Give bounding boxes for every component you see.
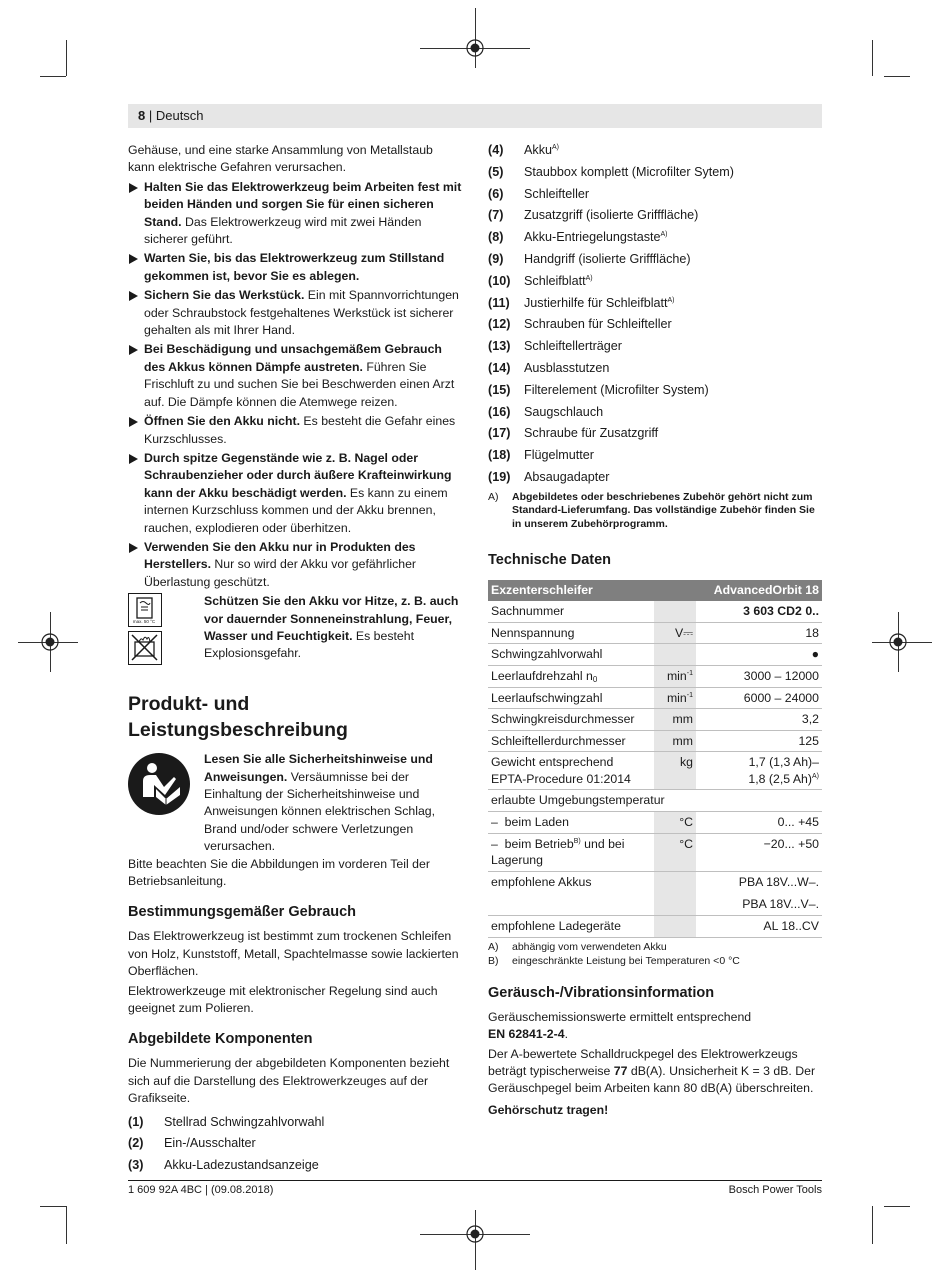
spec-unit-text: min	[666, 690, 687, 705]
component-label-text: Akku-Ladezustandsanzeige	[164, 1158, 319, 1173]
spec-value	[696, 709, 822, 731]
safety-bullet	[128, 179, 462, 249]
table-row	[488, 871, 822, 892]
intended-use-paragraph: Das Elektrowerkzeug ist bestimmt zum trockenen Schleifen von Holz, Kunststoff, Metall, Spachtelmasse sowie lackierten Oberflächen.	[128, 929, 459, 979]
heat-warning-bold: Schützen Sie den Akku vor Hitze, z. B. auch vor dauernder Sonneneinstrahlung, Feuer, Wasser und Feuchtigkeit.	[204, 594, 459, 643]
component-number: (6)	[488, 186, 504, 201]
spec-label-text: Leerlaufdrehzahl n	[491, 668, 593, 683]
component-label	[524, 186, 589, 203]
spec-label	[488, 833, 654, 871]
spec-value: AL 18..CV	[696, 916, 822, 938]
spec-label: empfohlene Ladegeräte	[488, 916, 654, 938]
table-note-key: A)	[488, 940, 499, 953]
no-water-fire-icon	[128, 631, 162, 665]
component-number: (7)	[488, 208, 504, 223]
bullet-triangle-icon	[129, 454, 138, 464]
component-item	[488, 295, 822, 312]
table-note	[488, 955, 822, 969]
bullet-bold: Öffnen Sie den Akku nicht.	[144, 414, 301, 429]
component-number: (11)	[488, 295, 510, 310]
spec-value	[696, 622, 822, 644]
components-heading: Abgebildete Komponenten	[128, 1031, 313, 1048]
spec-value: −20... +50	[696, 833, 822, 871]
component-list	[128, 1114, 462, 1175]
component-item	[488, 469, 822, 486]
table-note	[488, 941, 822, 955]
spec-label-text: Leerlaufschwingzahl	[491, 690, 603, 705]
component-label	[524, 404, 603, 421]
component-footnote-ref: A)	[667, 296, 675, 304]
noise-period: .	[564, 1027, 568, 1042]
crop-mark	[66, 40, 67, 76]
spec-label-text: Gewicht entsprechend EPTA-Procedure 01:2014	[491, 755, 631, 786]
component-label	[524, 338, 622, 355]
bullet-text: Es kann zu einem internen Kurzschluss kommen und der Akku brennen, rauchen, explodieren oder überhitzen.	[144, 485, 448, 535]
warning-icons	[128, 593, 166, 669]
component-footnote-ref: A)	[585, 274, 593, 282]
bullet-triangle-icon	[129, 345, 138, 355]
read-notice-text	[204, 751, 462, 855]
spec-label	[488, 752, 654, 790]
spec-label	[488, 709, 654, 731]
table-row	[488, 730, 822, 752]
component-label	[524, 360, 609, 377]
spec-label-text: und bei Lagerung	[491, 836, 628, 868]
table-row	[488, 665, 822, 687]
footer-brand: Bosch Power Tools	[728, 1184, 822, 1196]
component-label-text: Zusatzgriff (isolierte Grifffläche)	[524, 208, 699, 223]
table-row	[488, 601, 822, 623]
spec-unit	[654, 709, 696, 731]
component-number: (10)	[488, 273, 511, 288]
header-separator: |	[145, 108, 156, 123]
spec-value-text: 1,8 (2,5 Ah)	[748, 771, 812, 786]
noise-text-b: dB(A). Unsicherheit K = 3 dB. Der Geräuschpegel beim Arbeiten kann 80 dB(A) überschreiten.	[488, 1064, 816, 1096]
crop-mark	[40, 1206, 66, 1207]
table-header-model: AdvancedOrbit 18	[696, 580, 822, 601]
heat-sun-icon	[128, 593, 162, 627]
spec-unit-text: min	[666, 668, 687, 683]
spec-label: empfohlene Akkus	[491, 874, 592, 889]
component-item	[128, 1114, 462, 1131]
component-label-text: Staubbox komplett (Microfilter Sytem)	[524, 164, 734, 179]
bullet-triangle-icon	[129, 543, 138, 553]
spec-unit-text: mm	[672, 712, 693, 727]
tech-data-heading: Technische Daten	[488, 551, 612, 568]
component-item	[488, 142, 822, 159]
bullet-bold: Warten Sie, bis das Elektrowerkzeug zum Stillstand gekommen ist, bevor Sie es ablegen.	[144, 251, 445, 283]
spec-label	[488, 812, 654, 834]
component-label	[524, 251, 691, 268]
spec-value-text: 1,7 (1,3 Ah)–	[748, 755, 819, 770]
crop-mark	[66, 1206, 67, 1244]
table-header-label: Exzenterschleifer	[488, 580, 696, 601]
component-item	[488, 229, 822, 246]
section-title: Produkt- und Leistungsbeschreibung	[128, 693, 348, 742]
component-number: (14)	[488, 360, 511, 375]
spec-value-text: 3 603 CD2 0..	[743, 604, 819, 619]
spec-label-text: – beim Laden	[491, 815, 569, 830]
read-instructions-notice	[128, 751, 462, 855]
component-label	[524, 229, 668, 246]
read-manual-icon	[128, 753, 190, 815]
component-label	[524, 295, 675, 312]
table-row	[488, 833, 822, 871]
component-number: (4)	[488, 143, 504, 157]
noise-paragraph	[488, 1046, 822, 1098]
table-row	[488, 916, 822, 938]
spec-label	[488, 601, 654, 623]
component-label	[164, 1114, 324, 1131]
table-row	[488, 752, 822, 790]
bullet-bold: Sichern Sie das Werkstück.	[144, 288, 305, 303]
intro-text: Gehäuse, und eine starke Ansammlung von Metallstaub kann elektrische Gefahren verursachen.	[128, 143, 433, 175]
spec-unit	[654, 871, 696, 892]
component-label-text: Handgriff (isolierte Grifffläche)	[524, 251, 691, 266]
page-header	[128, 104, 822, 128]
bullet-bold: Verwenden Sie den Akku nur in Produkten des Herstellers.	[144, 539, 416, 572]
component-number: (8)	[488, 230, 504, 245]
spec-unit	[654, 622, 696, 644]
component-label-text: Schleifblatt	[524, 273, 586, 288]
component-number: (1)	[128, 1114, 144, 1129]
registration-mark-icon	[465, 1224, 485, 1244]
registration-mark-icon	[888, 632, 908, 652]
footnote	[488, 491, 822, 532]
table-note-text: eingeschränkte Leistung bei Temperaturen <0 °C	[512, 955, 740, 968]
component-item	[488, 404, 822, 421]
spec-value: PBA 18V...V–.	[696, 892, 822, 915]
component-label-text: Filterelement (Microfilter System)	[524, 382, 709, 397]
footnote-text: Abgebildetes oder beschriebenes Zubehör gehört nicht zum Standard-Lieferumfang. Das vollständige Zubehör finden Sie in unserem Zubehörprogramm.	[512, 490, 815, 530]
component-label-text: Schleifteller	[524, 186, 590, 201]
component-label-text: Stellrad Schwingzahlvorwahl	[164, 1114, 325, 1129]
spec-unit-sup: -1	[686, 691, 693, 699]
hearing-protection-warning: Gehörschutz tragen!	[488, 1102, 609, 1117]
components-intro: Die Nummerierung der abgebildeten Komponenten bezieht sich auf die Darstellung des Elektrowerkzeuges auf der Grafikseite.	[128, 1056, 450, 1106]
spec-value-sup: A)	[812, 772, 819, 780]
spec-unit	[654, 601, 696, 623]
component-label-text: Saugschlauch	[524, 404, 604, 419]
safety-bullet	[128, 341, 462, 411]
spec-label-text: Sachnummer	[491, 604, 565, 619]
component-number: (16)	[488, 404, 511, 419]
spec-label-sup: B)	[573, 837, 581, 845]
bullet-bold: Durch spitze Gegenstände wie z. B. Nagel oder Schraubenzieher oder durch äußere Krafteinwirkung kann der Akku beschädigt werden.	[144, 450, 452, 500]
header-language: Deutsch	[155, 108, 204, 123]
left-column	[128, 142, 462, 1179]
spec-label	[488, 687, 654, 709]
footnote-key: A)	[488, 490, 499, 503]
spec-label-text: Schleiftellerdurchmesser	[491, 733, 626, 748]
component-label-text: Justierhilfe für Schleifblatt	[524, 295, 668, 310]
component-item	[488, 382, 822, 399]
temp-limit-label: max. 50 °C	[132, 619, 156, 625]
spec-value-text: 6000 – 24000	[743, 690, 819, 705]
spec-unit	[654, 752, 696, 790]
spec-value	[696, 687, 822, 709]
table-notes	[488, 941, 822, 969]
heat-warning	[128, 593, 462, 669]
table-row	[488, 812, 822, 834]
component-item	[488, 186, 822, 203]
component-item	[488, 273, 822, 290]
component-item	[488, 164, 822, 181]
table-note-text: abhängig vom verwendeten Akku	[512, 940, 667, 953]
spec-label	[488, 665, 654, 687]
component-number: (3)	[128, 1158, 144, 1173]
spec-value: 0... +45	[696, 812, 822, 834]
component-label-text: Flügelmutter	[524, 448, 594, 463]
footer-doc-number: 1 609 92A 4BC | (09.08.2018)	[128, 1184, 274, 1196]
spec-unit: °C	[654, 812, 696, 834]
bullet-text: Das Elektrowerkzeug wird mit zwei Händen sicherer geführt.	[144, 214, 422, 247]
page-number: 8	[138, 108, 146, 123]
safety-bullet	[128, 413, 462, 448]
spec-unit	[654, 916, 696, 938]
spec-label-sub: 0	[592, 674, 598, 684]
spec-label-text: Schwingzahlvorwahl	[491, 647, 603, 662]
component-label	[524, 469, 609, 486]
component-number: (13)	[488, 339, 511, 354]
crop-mark	[884, 76, 910, 77]
component-label-text: Schrauben für Schleifteller	[524, 317, 672, 332]
heat-warning-text	[204, 593, 462, 669]
bullet-bold: Bei Beschädigung und unsachgemäßem Gebrauch des Akkus können Dämpfe austreten.	[144, 342, 442, 374]
bullet-text: Ein mit Spannvorrichtungen oder Schraubstock festgehaltenes Werkstück ist sicherer gehalten als mit Ihrer Hand.	[144, 288, 459, 338]
spec-unit	[654, 644, 696, 666]
bullet-text: Führen Sie Frischluft zu und suchen Sie bei Beschwerden einen Arzt auf. Die Dämpfe können die Atemwege reizen.	[144, 359, 455, 409]
noise-standard: EN 62841-2-4	[488, 1027, 565, 1042]
spec-label	[488, 892, 654, 915]
intended-use-heading: Bestimmungsgemäßer Gebrauch	[128, 904, 357, 921]
safety-bullet	[128, 450, 462, 537]
spec-value	[696, 665, 822, 687]
spec-unit	[654, 665, 696, 687]
spec-unit	[654, 687, 696, 709]
component-number: (9)	[488, 251, 504, 266]
component-number: (19)	[488, 469, 511, 484]
bullet-text: Nur so wird der Akku vor gefährlicher Überlastung geschützt.	[144, 557, 417, 589]
component-footnote-ref: A)	[552, 144, 559, 151]
table-row	[488, 644, 822, 666]
component-number: (12)	[488, 317, 511, 332]
table-header-row	[488, 580, 822, 601]
read-notice-bold: Lesen Sie alle Sicherheitshinweise und Anweisungen.	[204, 752, 433, 784]
component-label	[524, 142, 559, 159]
spec-unit	[654, 892, 696, 915]
component-label	[524, 425, 658, 442]
component-item	[488, 251, 822, 268]
crop-mark	[872, 1206, 873, 1244]
bullet-triangle-icon	[129, 417, 138, 427]
component-label	[524, 447, 594, 464]
table-row	[488, 790, 822, 812]
component-number: (17)	[488, 426, 511, 441]
component-number: (18)	[488, 448, 511, 463]
bullet-triangle-icon	[129, 254, 138, 264]
crop-mark	[40, 76, 66, 77]
component-footnote-ref: A)	[660, 231, 668, 239]
noise-heading: Geräusch-/Vibrationsinformation	[488, 984, 715, 1001]
intended-use-paragraph: Elektrowerkzeuge mit elektronischer Regelung sind auch geeignet zum Polieren.	[128, 983, 438, 1016]
registration-mark-icon	[40, 632, 60, 652]
table-row	[488, 892, 822, 915]
spec-label	[488, 644, 654, 666]
spec-label-text: – beim Betrieb	[491, 836, 574, 851]
bullet-triangle-icon	[129, 183, 138, 193]
spec-value-text: ●	[811, 647, 819, 662]
spec-value	[696, 644, 822, 666]
spec-label-text: Schwingkreisdurchmesser	[491, 712, 635, 727]
bullet-bold: Halten Sie das Elektrowerkzeug beim Arbeiten fest mit beiden Händen und sorgen Sie für einen sicheren Stand.	[144, 179, 462, 229]
spec-value	[696, 730, 822, 752]
table-row	[488, 687, 822, 709]
spec-unit-text: kg	[680, 755, 693, 770]
component-label-text: Schleiftellerträger	[524, 339, 622, 354]
noise-intro: Geräuschemissionswerte ermittelt entsprechend	[488, 1009, 752, 1024]
noise-db-value: 77	[613, 1064, 628, 1079]
read-notice-rest: Versäumnisse bei der Einhaltung der Sicherheitshinweise und Anweisungen können elektrischen Schlag, Brand und/oder schwere Verletzungen verursachen.	[204, 769, 436, 854]
spec-value-text: 3,2	[801, 712, 819, 727]
spec-value	[696, 752, 822, 790]
heat-warning-rest: Es besteht Explosionsgefahr.	[204, 628, 415, 661]
component-label-text: Ausblasstutzen	[524, 360, 610, 375]
safety-bullet	[128, 539, 462, 591]
component-label	[164, 1157, 319, 1174]
bullet-triangle-icon	[129, 291, 138, 301]
spec-value-text: 18	[805, 625, 819, 640]
component-number: (2)	[128, 1136, 144, 1151]
spec-value: PBA 18V...W–.	[738, 874, 819, 889]
component-item	[488, 316, 822, 333]
spec-value-text: 125	[798, 733, 819, 748]
spec-unit-text: mm	[672, 733, 693, 748]
component-label	[524, 207, 698, 224]
table-note-key: B)	[488, 955, 499, 968]
illustration-note: Bitte beachten Sie die Abbildungen im vorderen Teil der Betriebsanleitung.	[128, 856, 430, 888]
crop-mark	[872, 40, 873, 76]
right-column	[488, 142, 822, 1121]
component-label	[524, 382, 709, 399]
tech-data-table	[488, 580, 822, 938]
component-label	[524, 273, 593, 290]
crop-mark	[884, 1206, 910, 1207]
component-item	[128, 1135, 462, 1152]
bullet-text: Es besteht die Gefahr eines Kurzschlusses.	[144, 414, 456, 446]
component-number: (15)	[488, 382, 511, 397]
registration-mark-icon	[465, 38, 485, 58]
component-number: (5)	[488, 164, 504, 179]
component-label	[524, 164, 734, 181]
component-label-text: Akku-Entriegelungstaste	[524, 230, 661, 245]
noise-text-a: Der A-bewertete Schalldruckpegel des Elektrowerkzeugs beträgt typischerweise	[488, 1046, 798, 1079]
component-label	[524, 316, 672, 333]
footer-divider	[128, 1180, 822, 1181]
table-row	[488, 709, 822, 731]
spec-label	[488, 730, 654, 752]
spec-label	[488, 622, 654, 644]
component-label-text: Akku	[524, 143, 552, 157]
spec-value-text: 3000 – 12000	[743, 668, 819, 683]
component-label-text: Ein-/Ausschalter	[164, 1136, 256, 1151]
spec-group-label: erlaubte Umgebungstemperatur	[488, 790, 822, 812]
spec-unit: °C	[654, 833, 696, 871]
component-list	[488, 142, 822, 486]
noise-paragraph	[488, 1009, 822, 1044]
spec-label-text: Nennspannung	[491, 625, 575, 640]
spec-unit-sup: -1	[686, 669, 693, 677]
component-label-text: Absaugadapter	[524, 469, 610, 484]
spec-unit-text: V⎓	[674, 625, 693, 640]
spec-value	[696, 601, 822, 623]
component-item	[488, 207, 822, 224]
safety-bullet	[128, 250, 462, 285]
component-label-text: Schraube für Zusatzgriff	[524, 426, 659, 441]
component-item	[128, 1157, 462, 1174]
component-item	[488, 360, 822, 377]
component-item	[488, 425, 822, 442]
safety-bullet-list	[128, 179, 462, 591]
component-item	[488, 447, 822, 464]
component-label	[164, 1135, 256, 1152]
component-item	[488, 338, 822, 355]
spec-unit	[654, 730, 696, 752]
table-row	[488, 622, 822, 644]
safety-bullet	[128, 287, 462, 339]
